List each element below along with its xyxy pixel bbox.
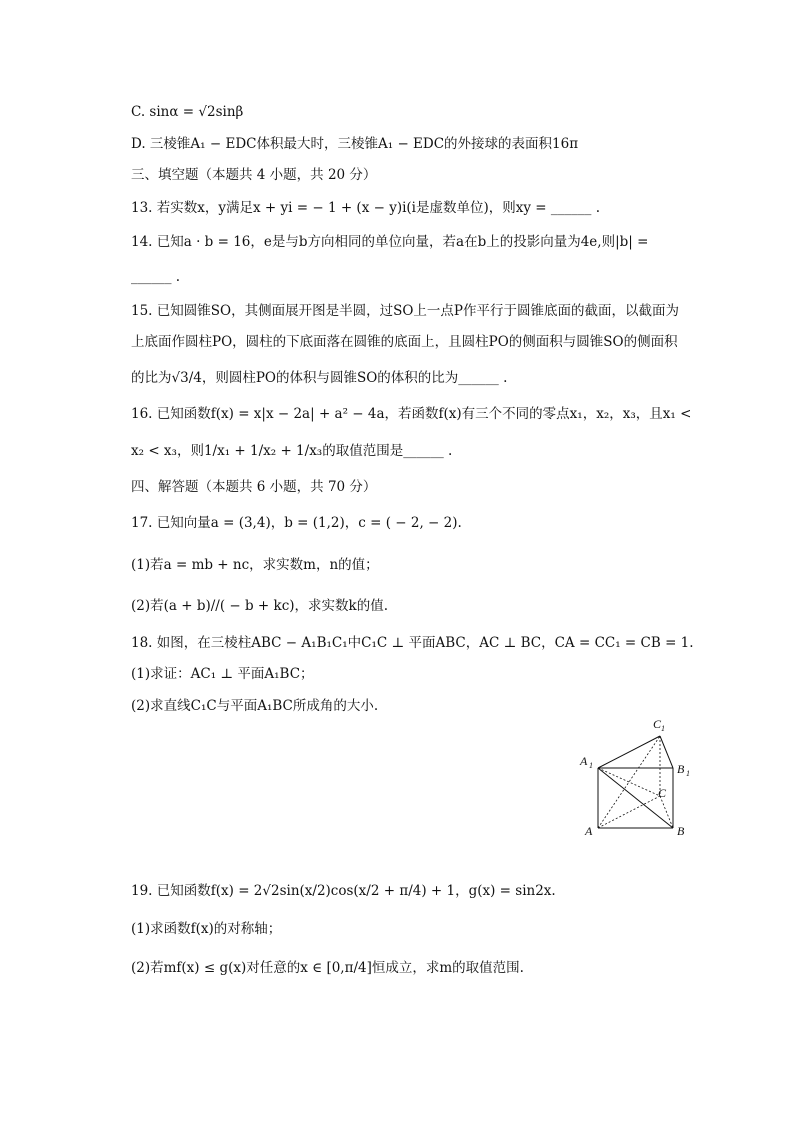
question-19-part-2: (2)若mf(x) ≤ g(x)对任意的x ∈ [0,π/4]恒成立，求m的取值范围. bbox=[131, 960, 524, 976]
label-b: B bbox=[677, 824, 685, 838]
label-a1: A bbox=[580, 754, 588, 768]
question-18-part-1: (1)求证：AC₁ ⊥ 平面A₁BC； bbox=[131, 666, 314, 682]
prism-figure bbox=[575, 713, 700, 843]
edge-a-c bbox=[598, 796, 660, 828]
question-14: 14. 已知a · b = 16，e是与b方向相同的单位向量，若a在b上的投影向量为4e,则|b| = bbox=[131, 234, 649, 250]
question-14-blank: ______ . bbox=[131, 269, 181, 285]
question-15-line-2: 上底面作圆柱PO，圆柱的下底面落在圆锥的底面上，且圆柱PO的侧面积与圆锥SO的侧面积 bbox=[131, 334, 678, 350]
label-b1-sub: 1 bbox=[686, 769, 690, 778]
question-16-line-2: x₂ < x₃，则1/x₁ + 1/x₂ + 1/x₃的取值范围是______ . bbox=[131, 443, 453, 459]
label-a1-sub: 1 bbox=[589, 761, 593, 770]
question-17-part-2: (2)若(a + b)//( − b + kc)，求实数k的值. bbox=[131, 598, 389, 614]
label-b1: B bbox=[677, 762, 685, 776]
edge-c1-b1 bbox=[660, 736, 673, 768]
question-19: 19. 已知函数f(x) = 2√2sin(x/2)cos(x/2 + π/4) + 1，g(x) = sin2x. bbox=[131, 883, 556, 899]
section-heading-solutions: 四、解答题（本题共 6 小题，共 70 分） bbox=[131, 479, 377, 495]
label-c1: C bbox=[653, 717, 662, 731]
question-18: 18. 如图，在三棱柱ABC − A₁B₁C₁中C₁C ⊥ 平面ABC，AC ⊥ BC，CA = CC₁ = CB = 1. bbox=[131, 635, 694, 651]
question-17: 17. 已知向量a = (3,4)，b = (1,2)，c = ( − 2, − 2). bbox=[131, 515, 462, 531]
edge-a1-c1 bbox=[598, 736, 660, 768]
question-18-part-2: (2)求直线C₁C与平面A₁BC所成角的大小. bbox=[131, 698, 379, 714]
question-13: 13. 若实数x，y满足x + yi = − 1 + (x − y)i(i是虚数单位)，则xy = ______ . bbox=[131, 200, 600, 216]
label-c1-sub: 1 bbox=[661, 724, 665, 733]
question-16-line-1: 16. 已知函数f(x) = x|x − 2a| + a² − 4a，若函数f(x)有三个不同的零点x₁，x₂，x₃，且x₁ < bbox=[131, 406, 692, 422]
section-heading-fill-in: 三、填空题（本题共 4 小题，共 20 分） bbox=[131, 167, 377, 183]
question-17-part-1: (1)若a = mb + nc，求实数m，n的值； bbox=[131, 557, 379, 573]
line-option-d: D. 三棱锥A₁ − EDC体积最大时，三棱锥A₁ − EDC的外接球的表面积16π bbox=[131, 136, 579, 152]
label-c: C bbox=[658, 786, 667, 800]
question-15-line-3: 的比为√3/4，则圆柱PO的体积与圆锥SO的体积的比为______ . bbox=[131, 370, 508, 386]
question-19-part-1: (1)求函数f(x)的对称轴； bbox=[131, 921, 282, 937]
label-a: A bbox=[585, 824, 593, 838]
line-option-c: C. sinα = √2sinβ bbox=[131, 104, 244, 120]
question-15-line-1: 15. 已知圆锥SO，其侧面展开图是半圆，过SO上一点P作平行于圆锥底面的截面，以截面为 bbox=[131, 303, 679, 319]
prism-diagram bbox=[575, 713, 700, 843]
edge-a1-c bbox=[598, 768, 660, 796]
edge-a-c1 bbox=[598, 736, 660, 828]
